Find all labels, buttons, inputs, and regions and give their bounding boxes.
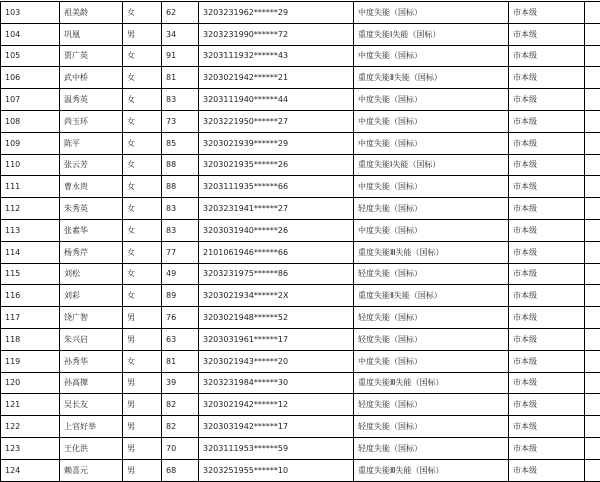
disability-level-cell: 轻度失能（国标） xyxy=(354,198,509,220)
jurisdiction-cell: 市本级 xyxy=(509,307,585,329)
serial-number-cell: 104 xyxy=(1,23,60,45)
table-row xyxy=(1,307,600,329)
table-row xyxy=(1,285,600,307)
table-row xyxy=(1,394,600,416)
disability-level-cell: 中度失能（国标） xyxy=(354,176,509,198)
table-row xyxy=(1,176,600,198)
table-row xyxy=(1,241,600,263)
jurisdiction-cell: 市本级 xyxy=(509,416,585,438)
serial-number-cell: 106 xyxy=(1,67,60,89)
disability-level-cell: 重度失能Ⅰ失能（国标） xyxy=(354,154,509,176)
empty-cell xyxy=(585,198,600,220)
empty-cell xyxy=(585,67,600,89)
name-cell: 尚玉环 xyxy=(60,110,123,132)
disability-level-cell: 重度失能Ⅲ失能（国标） xyxy=(354,459,509,481)
serial-number-cell: 123 xyxy=(1,437,60,459)
jurisdiction-cell: 市本级 xyxy=(509,2,585,24)
empty-cell xyxy=(585,176,600,198)
serial-number-cell: 117 xyxy=(1,307,60,329)
jurisdiction-cell: 市本级 xyxy=(509,328,585,350)
table-row xyxy=(1,219,600,241)
disability-level-cell: 中度失能（国标） xyxy=(354,2,509,24)
id-number-cell: 3203231941******27 xyxy=(199,198,354,220)
name-cell: 曹永贵 xyxy=(60,176,123,198)
serial-number-cell: 114 xyxy=(1,241,60,263)
id-number-cell: 3203021935******26 xyxy=(199,154,354,176)
jurisdiction-cell: 市本级 xyxy=(509,459,585,481)
gender-cell: 女 xyxy=(123,350,162,372)
age-cell: 73 xyxy=(162,110,199,132)
jurisdiction-cell: 市本级 xyxy=(509,263,585,285)
age-cell: 85 xyxy=(162,132,199,154)
id-number-cell: 3203031940******26 xyxy=(199,219,354,241)
age-cell: 83 xyxy=(162,219,199,241)
name-cell: 上官好举 xyxy=(60,416,123,438)
gender-cell: 女 xyxy=(123,45,162,67)
name-cell: 刘彩 xyxy=(60,285,123,307)
age-cell: 70 xyxy=(162,437,199,459)
serial-number-cell: 116 xyxy=(1,285,60,307)
table-row xyxy=(1,132,600,154)
serial-number-cell: 109 xyxy=(1,132,60,154)
name-cell: 刘松 xyxy=(60,263,123,285)
jurisdiction-cell: 市本级 xyxy=(509,132,585,154)
gender-cell: 女 xyxy=(123,241,162,263)
id-number-cell: 2101061946******66 xyxy=(199,241,354,263)
name-cell: 孙高撵 xyxy=(60,372,123,394)
empty-cell xyxy=(585,372,600,394)
serial-number-cell: 103 xyxy=(1,2,60,24)
empty-cell xyxy=(585,394,600,416)
name-cell: 孙秀华 xyxy=(60,350,123,372)
empty-cell xyxy=(585,416,600,438)
id-number-cell: 3203021942******12 xyxy=(199,394,354,416)
name-cell: 贾广英 xyxy=(60,45,123,67)
gender-cell: 女 xyxy=(123,67,162,89)
gender-cell: 女 xyxy=(123,89,162,111)
age-cell: 89 xyxy=(162,285,199,307)
id-number-cell: 3203021939******29 xyxy=(199,132,354,154)
jurisdiction-cell: 市本级 xyxy=(509,154,585,176)
serial-number-cell: 111 xyxy=(1,176,60,198)
disability-level-cell: 重度失能Ⅱ失能（国标） xyxy=(354,285,509,307)
disability-level-cell: 轻度失能（国标） xyxy=(354,263,509,285)
name-cell: 温秀英 xyxy=(60,89,123,111)
name-cell: 饶广智 xyxy=(60,307,123,329)
jurisdiction-cell: 市本级 xyxy=(509,437,585,459)
table-row xyxy=(1,23,600,45)
gender-cell: 男 xyxy=(123,307,162,329)
disability-level-cell: 中度失能（国标） xyxy=(354,110,509,132)
name-cell: 朱秀英 xyxy=(60,198,123,220)
empty-cell xyxy=(585,307,600,329)
empty-cell xyxy=(585,219,600,241)
jurisdiction-cell: 市本级 xyxy=(509,285,585,307)
gender-cell: 女 xyxy=(123,285,162,307)
table-row xyxy=(1,350,600,372)
serial-number-cell: 119 xyxy=(1,350,60,372)
empty-cell xyxy=(585,241,600,263)
disability-level-cell: 轻度失能（国标） xyxy=(354,416,509,438)
serial-number-cell: 107 xyxy=(1,89,60,111)
disability-level-cell: 中度失能（国标） xyxy=(354,132,509,154)
name-cell: 张素华 xyxy=(60,219,123,241)
age-cell: 68 xyxy=(162,459,199,481)
table-row xyxy=(1,110,600,132)
age-cell: 49 xyxy=(162,263,199,285)
gender-cell: 男 xyxy=(123,416,162,438)
serial-number-cell: 112 xyxy=(1,198,60,220)
table-row xyxy=(1,328,600,350)
serial-number-cell: 121 xyxy=(1,394,60,416)
jurisdiction-cell: 市本级 xyxy=(509,67,585,89)
age-cell: 82 xyxy=(162,416,199,438)
id-number-cell: 3203231984******30 xyxy=(199,372,354,394)
gender-cell: 男 xyxy=(123,372,162,394)
jurisdiction-cell: 市本级 xyxy=(509,176,585,198)
table-row xyxy=(1,459,600,481)
id-number-cell: 3203021948******52 xyxy=(199,307,354,329)
gender-cell: 男 xyxy=(123,23,162,45)
table-row xyxy=(1,416,600,438)
jurisdiction-cell: 市本级 xyxy=(509,241,585,263)
gender-cell: 女 xyxy=(123,132,162,154)
id-number-cell: 3203031942******17 xyxy=(199,416,354,438)
age-cell: 83 xyxy=(162,198,199,220)
table-row xyxy=(1,89,600,111)
disability-level-cell: 重度失能Ⅰ失能（国标） xyxy=(354,23,509,45)
disability-level-cell: 轻度失能（国标） xyxy=(354,437,509,459)
age-cell: 76 xyxy=(162,307,199,329)
jurisdiction-cell: 市本级 xyxy=(509,372,585,394)
empty-cell xyxy=(585,263,600,285)
id-number-cell: 3203231990******72 xyxy=(199,23,354,45)
disability-level-cell: 中度失能（国标） xyxy=(354,350,509,372)
jurisdiction-cell: 市本级 xyxy=(509,219,585,241)
empty-cell xyxy=(585,350,600,372)
serial-number-cell: 110 xyxy=(1,154,60,176)
age-cell: 63 xyxy=(162,328,199,350)
table-row xyxy=(1,45,600,67)
jurisdiction-cell: 市本级 xyxy=(509,23,585,45)
id-number-cell: 3203021942******21 xyxy=(199,67,354,89)
name-cell: 武中桥 xyxy=(60,67,123,89)
table-row xyxy=(1,437,600,459)
id-number-cell: 3203231962******29 xyxy=(199,2,354,24)
name-cell: 杨秀芹 xyxy=(60,241,123,263)
name-cell: 巩凰 xyxy=(60,23,123,45)
jurisdiction-cell: 市本级 xyxy=(509,198,585,220)
table-row xyxy=(1,263,600,285)
gender-cell: 女 xyxy=(123,198,162,220)
empty-cell xyxy=(585,23,600,45)
gender-cell: 男 xyxy=(123,459,162,481)
gender-cell: 男 xyxy=(123,394,162,416)
empty-cell xyxy=(585,328,600,350)
age-cell: 39 xyxy=(162,372,199,394)
id-number-cell: 3203021943******20 xyxy=(199,350,354,372)
jurisdiction-cell: 市本级 xyxy=(509,45,585,67)
jurisdiction-cell: 市本级 xyxy=(509,110,585,132)
name-cell: 朱兴启 xyxy=(60,328,123,350)
id-number-cell: 3203111953******59 xyxy=(199,437,354,459)
empty-cell xyxy=(585,45,600,67)
age-cell: 88 xyxy=(162,176,199,198)
gender-cell: 女 xyxy=(123,219,162,241)
empty-cell xyxy=(585,89,600,111)
empty-cell xyxy=(585,2,600,24)
age-cell: 88 xyxy=(162,154,199,176)
id-number-cell: 3203021934******2X xyxy=(199,285,354,307)
empty-cell xyxy=(585,132,600,154)
age-cell: 81 xyxy=(162,67,199,89)
serial-number-cell: 118 xyxy=(1,328,60,350)
serial-number-cell: 115 xyxy=(1,263,60,285)
serial-number-cell: 113 xyxy=(1,219,60,241)
id-number-cell: 3203111935******66 xyxy=(199,176,354,198)
name-cell: 张云芳 xyxy=(60,154,123,176)
gender-cell: 女 xyxy=(123,154,162,176)
age-cell: 83 xyxy=(162,89,199,111)
jurisdiction-cell: 市本级 xyxy=(509,350,585,372)
id-number-cell: 3203221950******27 xyxy=(199,110,354,132)
gender-cell: 女 xyxy=(123,176,162,198)
disability-level-cell: 轻度失能（国标） xyxy=(354,328,509,350)
gender-cell: 男 xyxy=(123,328,162,350)
disability-level-cell: 中度失能（国标） xyxy=(354,219,509,241)
serial-number-cell: 108 xyxy=(1,110,60,132)
gender-cell: 女 xyxy=(123,263,162,285)
table-row xyxy=(1,2,600,24)
empty-cell xyxy=(585,459,600,481)
empty-cell xyxy=(585,285,600,307)
age-cell: 81 xyxy=(162,350,199,372)
disability-level-cell: 轻度失能（国标） xyxy=(354,307,509,329)
serial-number-cell: 122 xyxy=(1,416,60,438)
serial-number-cell: 124 xyxy=(1,459,60,481)
age-cell: 82 xyxy=(162,394,199,416)
empty-cell xyxy=(585,110,600,132)
gender-cell: 男 xyxy=(123,437,162,459)
table-row xyxy=(1,198,600,220)
age-cell: 34 xyxy=(162,23,199,45)
age-cell: 91 xyxy=(162,45,199,67)
disability-level-cell: 中度失能（国标） xyxy=(354,89,509,111)
id-number-cell: 3203111932******43 xyxy=(199,45,354,67)
table-row xyxy=(1,372,600,394)
disability-level-cell: 轻度失能（国标） xyxy=(354,394,509,416)
disability-level-cell: 重度失能Ⅲ失能（国标） xyxy=(354,372,509,394)
table-row xyxy=(1,67,600,89)
name-cell: 王化洪 xyxy=(60,437,123,459)
empty-cell xyxy=(585,154,600,176)
disability-level-cell: 重度失能Ⅱ失能（国标） xyxy=(354,67,509,89)
disability-roster-table xyxy=(0,1,600,482)
serial-number-cell: 105 xyxy=(1,45,60,67)
jurisdiction-cell: 市本级 xyxy=(509,394,585,416)
age-cell: 62 xyxy=(162,2,199,24)
id-number-cell: 3203111940******44 xyxy=(199,89,354,111)
empty-cell xyxy=(585,437,600,459)
id-number-cell: 3203031961******17 xyxy=(199,328,354,350)
table-row xyxy=(1,154,600,176)
id-number-cell: 3203251955******10 xyxy=(199,459,354,481)
name-cell: 赖喜元 xyxy=(60,459,123,481)
roster-body xyxy=(1,2,600,482)
name-cell: 陈平 xyxy=(60,132,123,154)
name-cell: 吴长友 xyxy=(60,394,123,416)
age-cell: 77 xyxy=(162,241,199,263)
gender-cell: 女 xyxy=(123,110,162,132)
disability-level-cell: 重度失能Ⅲ失能（国标） xyxy=(354,241,509,263)
name-cell: 祖美龄 xyxy=(60,2,123,24)
disability-level-cell: 中度失能（国标） xyxy=(354,45,509,67)
serial-number-cell: 120 xyxy=(1,372,60,394)
jurisdiction-cell: 市本级 xyxy=(509,89,585,111)
gender-cell: 女 xyxy=(123,2,162,24)
id-number-cell: 3203231975******86 xyxy=(199,263,354,285)
